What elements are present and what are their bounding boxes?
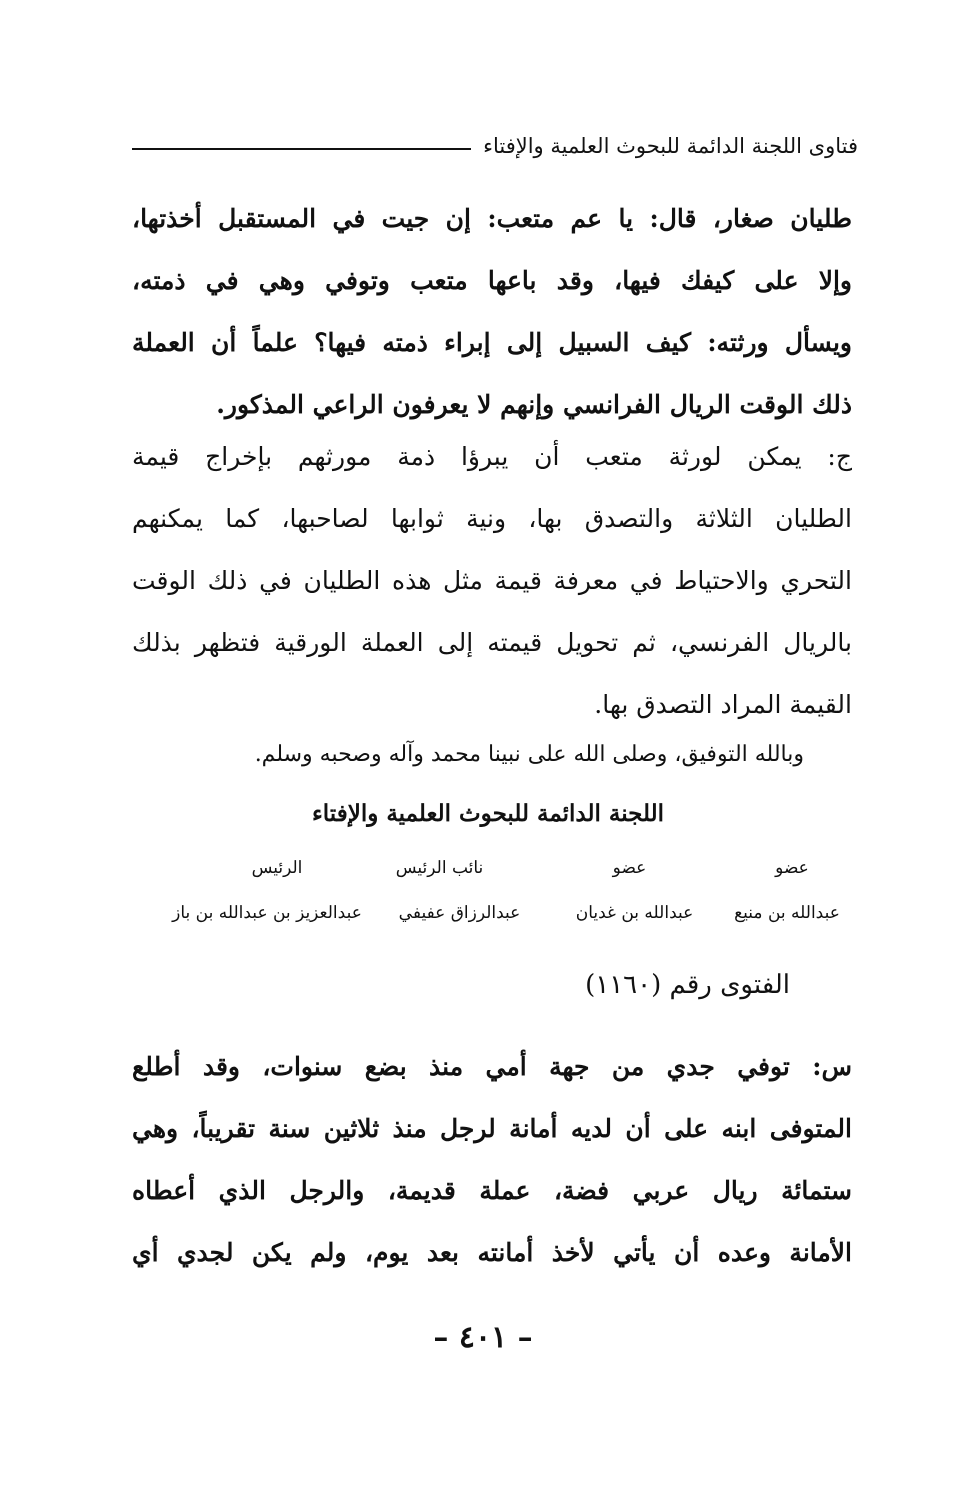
- text-line: ستمائة ريال عربي فضة، عملة قديمة، والرجل الذي أعطاه: [132, 1176, 852, 1205]
- text-line: طليان صغار، قال: يا عم متعب: إن جيت في المستقبل أخذتها،: [132, 204, 852, 233]
- page-number: – ٤٠١ –: [433, 1320, 533, 1355]
- signatory-titles: [150, 858, 852, 878]
- text-line: ج: يمكن لورثة متعب أن يبرؤا ذمة مورثهم بإخراج قيمة: [132, 442, 852, 471]
- signatory-title: عضو: [612, 858, 647, 878]
- committee-name: اللجنة الدائمة للبحوث العلمية والإفتاء: [311, 800, 665, 827]
- fatwa-number: الفتوى رقم (١١٦٠): [585, 970, 790, 1000]
- text-line: المتوفى ابنه على أن لديه أمانة لرجل منذ ثلاثين سنة تقريباً، وهي: [132, 1114, 852, 1143]
- answer-1-paragraph: [132, 426, 852, 736]
- text-line: بالريال الفرنسي، ثم تحويل قيمته إلى العملة الورقية فتظهر بذلك: [132, 628, 852, 657]
- signatory-name: عبدالله بن منيع: [734, 903, 840, 923]
- running-header: [132, 128, 858, 164]
- signatory-name: عبدالعزيز بن عبدالله بن باز: [172, 903, 362, 923]
- signatory-title: نائب الرئيس: [395, 858, 484, 878]
- text-line: الطليان الثلاثة والتصدق بها، ونية ثوابها لصاحبها، كما يمكنهم: [132, 504, 852, 533]
- signatory-title: عضو: [775, 858, 809, 878]
- text-line: س: توفي جدي من جهة أمي منذ بضع سنوات، وقد أطلع: [132, 1052, 852, 1081]
- text-line: الأمانة وعده أن يأتي لأخذ أمانته بعد يوم، ولم يكن لجدي أي: [132, 1238, 852, 1267]
- signatory-name: عبدالرزاق عفيفي: [398, 903, 521, 923]
- signatory-names: [150, 903, 852, 923]
- text-line: ذلك الوقت الريال الفرانسي وإنهم لا يعرفون الراعي المذكور.: [216, 390, 852, 419]
- closing-line: وبالله التوفيق، وصلى الله على نبينا محمد وآله وصحبه وسلم.: [254, 742, 804, 767]
- text-line: وإلا على كيفك فيها، وقد باعها متعب وتوفي وهي في ذمته،: [132, 266, 852, 295]
- header-rule: [132, 148, 471, 150]
- question-1-paragraph: [132, 188, 852, 436]
- text-line: التحري والاحتياط في معرفة قيمة مثل هذه الطليان في ذلك الوقت: [132, 566, 852, 595]
- text-line: ويسأل ورثته: كيف السبيل إلى إبراء ذمته فيها؟ علماً أن العملة: [132, 328, 852, 357]
- signatory-title: الرئيس: [251, 858, 303, 878]
- text-line: القيمة المراد التصدق بها.: [594, 690, 852, 719]
- header-title: فتاوى اللجنة الدائمة للبحوث العلمية والإفتاء: [483, 134, 858, 158]
- signatory-name: عبدالله بن غديان: [575, 903, 694, 923]
- question-2-paragraph: [132, 1036, 852, 1284]
